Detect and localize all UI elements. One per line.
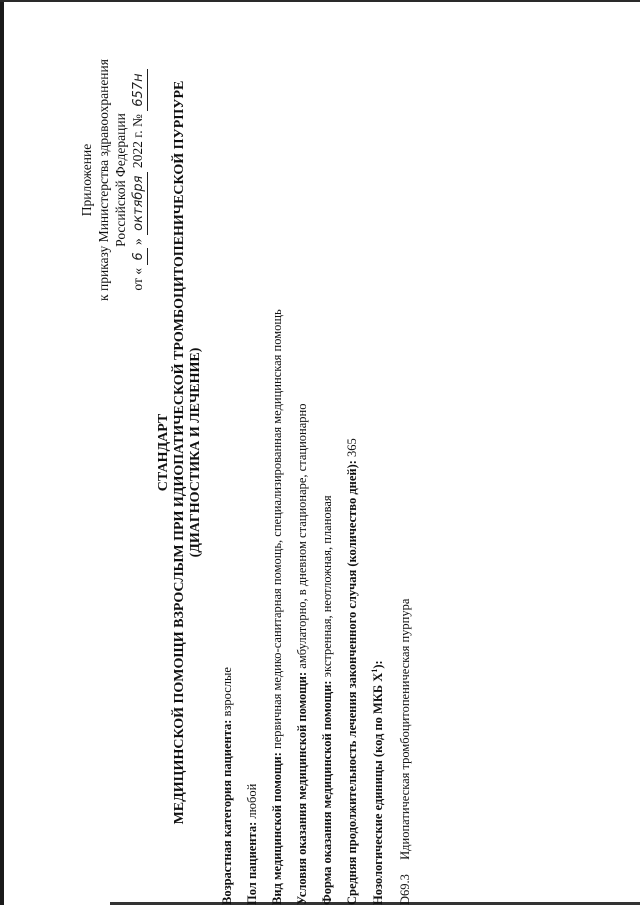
title-standard: СТАНДАРТ [156,413,171,492]
title-sub: (ДИАГНОСТИКА И ЛЕЧЕНИЕ) [188,347,203,558]
diagnosis-row [398,599,413,905]
field-type [270,309,285,905]
appendix-date-line [129,20,148,340]
appendix-country: Российской Федерации [113,113,128,247]
diagnosis-code: D69.3 [398,874,412,905]
field-conditions [295,404,310,905]
field-nosology-footnote: 1 [370,668,379,673]
document-title [156,0,204,905]
date-day: 6 [130,248,148,264]
field-age [220,667,235,905]
date-prefix: от « [130,267,145,291]
field-sex [245,784,260,905]
order-number: 657н [130,69,148,110]
diagnosis-description: Идиопатическая тромбоцитопеническая пурпура [398,598,412,860]
date-year: 2022 г. № [130,114,145,169]
title-main: МЕДИЦИНСКОЙ ПОМОЩИ ВЗРОСЛЫМ ПРИ ИДИОПАТИЧЕСКОЙ ТРОМБОЦИТОПЕНИЧЕСКОЙ ПУРПУРЕ [172,80,187,825]
field-sex-label: Пол пациента: [245,821,259,905]
field-conditions-label: Условия оказания медицинской помощи: [295,671,309,905]
field-age-label: Возрастная категория пациента: [220,719,234,905]
appendix-order: к приказу Министерства здравоохранения [96,59,111,301]
field-conditions-value: амбулаторно, в дневном стационаре, стационарно [295,403,309,669]
appendix-block [78,20,148,340]
date-month: октября [130,172,148,235]
field-duration-label: Средняя продолжительность лечения законченного случая (количество дней): [345,460,359,905]
field-nosology-end: ): [371,660,386,669]
date-mid: » [130,238,145,245]
field-nosology [370,660,386,905]
field-duration-value: 365 [345,438,359,457]
field-duration [345,438,360,905]
appendix-title: Приложение [79,143,94,217]
field-form-value: экстренная, неотложная, плановая [320,495,334,678]
field-form [320,495,335,905]
field-age-value: взрослые [220,667,234,717]
field-sex-value: любой [245,783,259,819]
field-type-label: Вид медицинской помощи: [270,752,284,905]
field-nosology-label: Нозологические единицы (код по МКБ X [371,672,386,905]
field-type-value: первичная медико-санитарная помощь, специализированная медицинская помощь [270,309,284,749]
field-form-label: Форма оказания медицинской помощи: [320,680,334,905]
